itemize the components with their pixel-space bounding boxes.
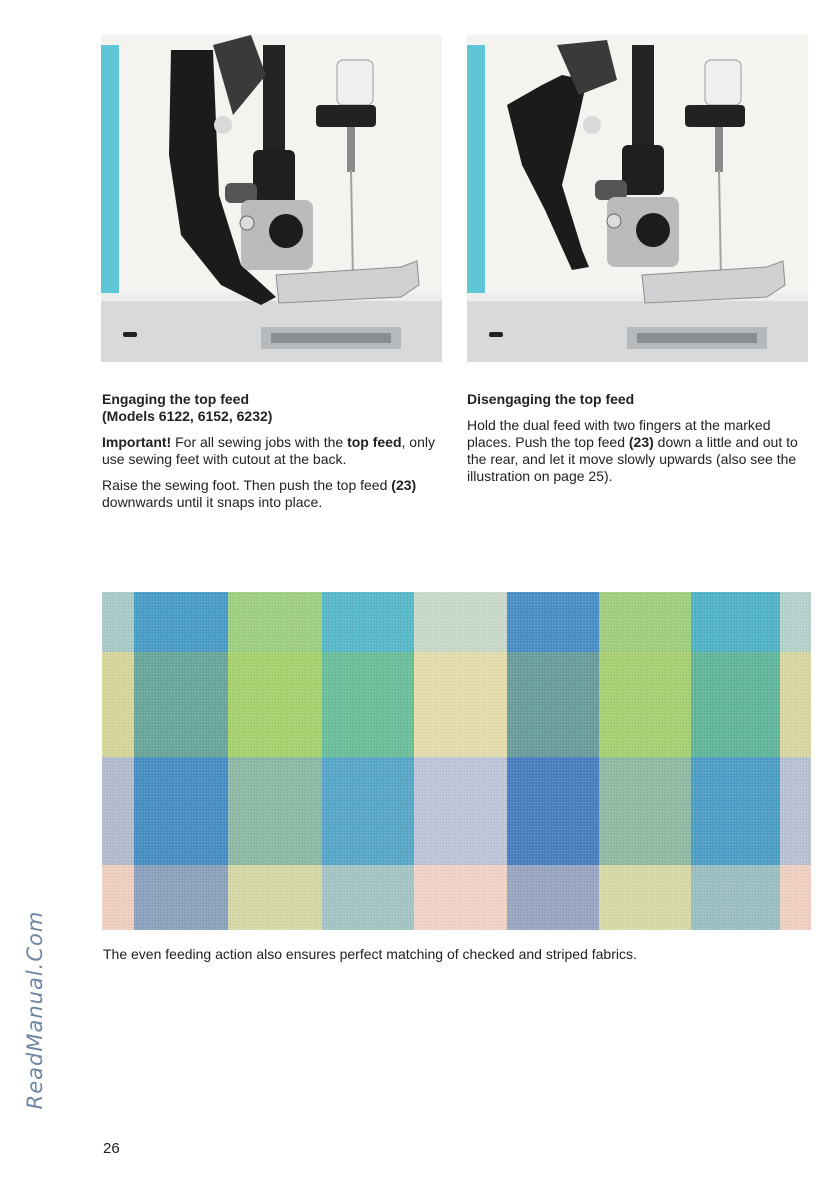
engaging-text-a: Raise the sewing foot. Then push the top feed: [102, 477, 392, 493]
watermark: ReadManual.Com: [23, 910, 47, 1110]
important-text-b: , only use sewing feet with cutout at the back.: [102, 434, 435, 467]
important-bold: top feed: [347, 434, 402, 450]
fabric-caption: The even feeding action also ensures perfect matching of checked and striped fabrics.: [103, 946, 637, 962]
engaging-section: [102, 391, 442, 511]
engaging-heading-line1: Engaging the top feed: [102, 391, 249, 407]
disengaging-heading: Disengaging the top feed: [467, 391, 635, 407]
disengaging-text-a: Hold the dual feed with two fingers at the marked places. Push the top feed: [467, 417, 771, 450]
engaging-instructions: [102, 477, 442, 511]
checked-fabric-photo: [102, 592, 811, 930]
engaging-ref: (23): [391, 477, 417, 493]
photo-top-feed-engaged: [101, 35, 442, 362]
disengaging-text-b: down a little and out to the rear, and let it move slowly upwards (also see the illustration on page 25).: [467, 434, 798, 484]
important-text-a: For all sewing jobs with the: [171, 434, 348, 450]
photo-top-feed-disengaged: [467, 35, 808, 362]
engaging-heading: [102, 391, 442, 425]
disengaging-instructions: [467, 417, 812, 485]
important-label: Important!: [102, 434, 172, 450]
disengaging-section: [467, 391, 812, 485]
engaging-heading-line2: (Models 6122, 6152, 6232): [102, 408, 273, 424]
engaging-text-b: downwards until it snaps into place.: [102, 494, 323, 510]
page-number: 26: [103, 1140, 120, 1157]
disengaging-ref: (23): [628, 434, 654, 450]
important-note: [102, 434, 442, 468]
